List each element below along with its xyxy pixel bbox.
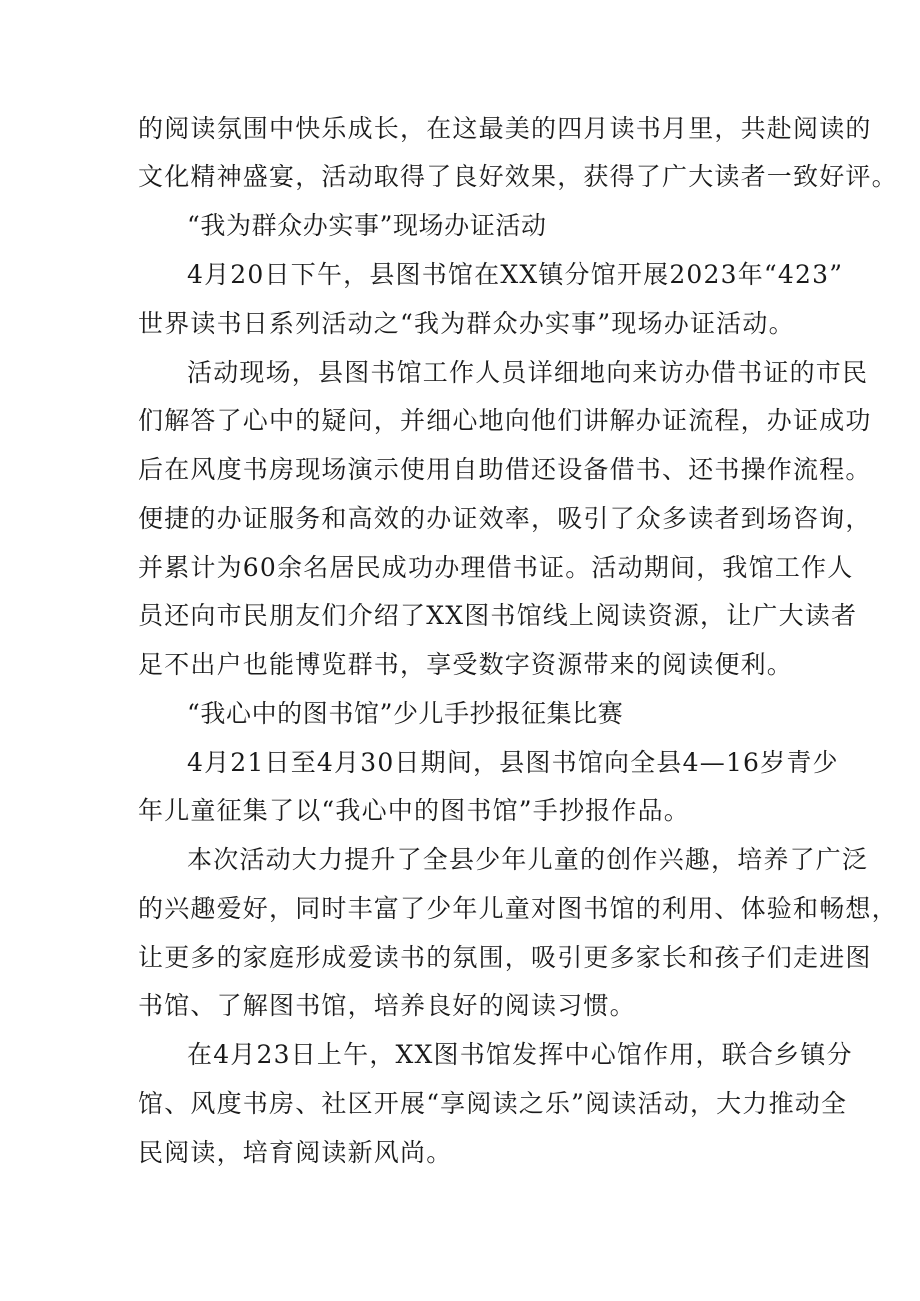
text-line: 便捷的办证服务和高效的办证效率，吸引了众多读者到场咨询， [138,504,872,533]
text-line: 们解答了心中的疑问，并细心地向他们讲解办证流程，办证成功 [138,406,872,435]
text-line: 足不出户也能博览群书，享受数字资源带来的阅读便利。 [138,650,794,679]
paragraph-first-line: 4月21日至4月30日期间，县图书馆向全县4—16岁青少 [187,748,839,777]
paragraph-first-line: 4月20日下午，县图书馆在XX镇分馆开展2023年“423” [187,260,844,289]
text-line: 员还向市民朋友们介绍了XX图书馆线上阅读资源，让广大读者 [138,601,858,630]
text-line: 书馆、了解图书馆，培养良好的阅读习惯。 [138,991,636,1020]
text-line: 世界读书日系列活动之“我为群众办实事”现场办证活动。 [138,309,795,338]
text-line: 后在风度书房现场演示使用自助借还设备借书、还书操作流程。 [138,455,872,484]
text-line: 的阅读氛围中快乐成长，在这最美的四月读书月里，共赴阅读的 [138,114,872,143]
text-line: 让更多的家庭形成爱读书的氛围，吸引更多家长和孩子们走进图 [138,943,872,972]
text-line: 的兴趣爱好，同时丰富了少年儿童对图书馆的利用、体验和畅想， [138,894,898,923]
section-heading: “我心中的图书馆”少儿手抄报征集比赛 [187,699,624,728]
text-line: 文化精神盛宴，活动取得了良好效果，获得了广大读者一致好评。 [138,162,898,191]
paragraph-first-line: 本次活动大力提升了全县少年儿童的创作兴趣，培养了广泛 [187,845,869,874]
paragraph-first-line: 活动现场，县图书馆工作人员详细地向来访办借书证的市民 [187,358,869,387]
text-line: 年儿童征集了以“我心中的图书馆”手抄报作品。 [138,796,690,825]
section-heading: “我为群众办实事”现场办证活动 [187,211,547,240]
text-line: 民阅读，培育阅读新风尚。 [138,1138,453,1167]
text-line: 馆、风度书房、社区开展“享阅读之乐”阅读活动，大力推动全 [138,1089,848,1118]
paragraph-first-line: 在4月23日上午，XX图书馆发挥中心馆作用，联合乡镇分 [187,1040,853,1069]
text-line: 并累计为60余名居民成功办理借书证。活动期间，我馆工作人 [138,553,854,582]
